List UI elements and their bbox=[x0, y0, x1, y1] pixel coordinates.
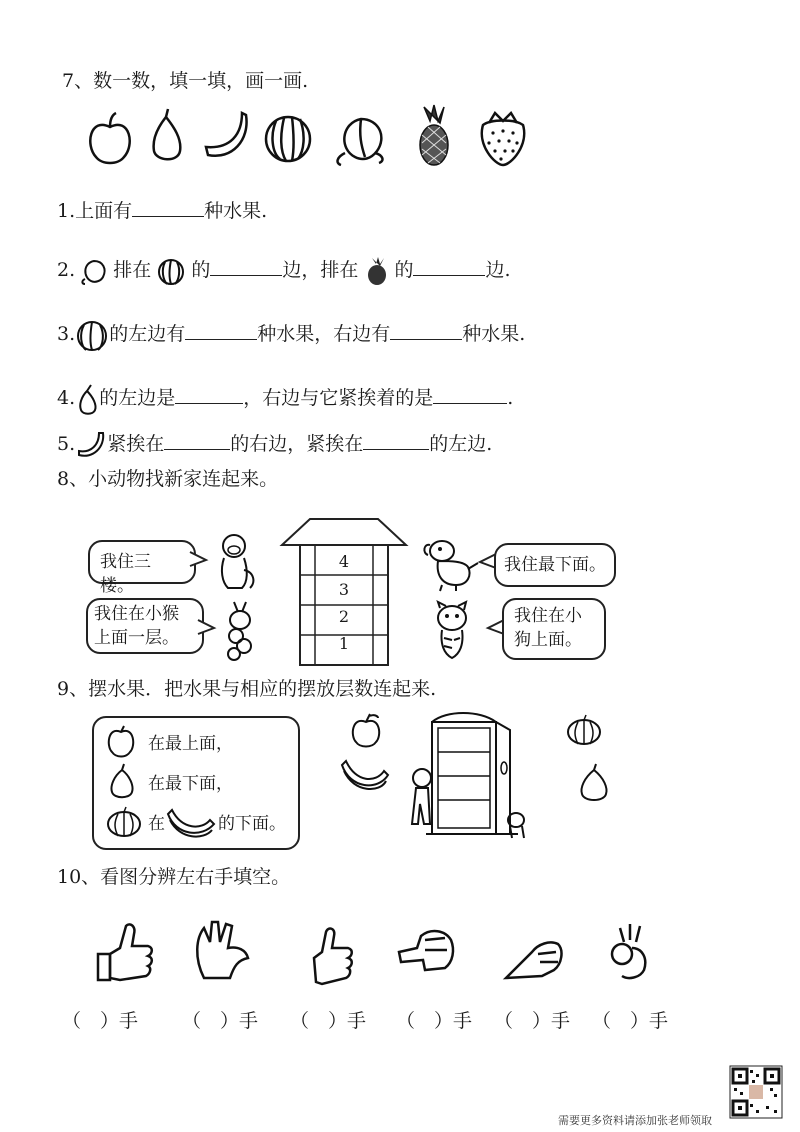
q7-line2-d: 的 bbox=[394, 259, 414, 281]
hand-answer-2[interactable]: （ ）手 bbox=[182, 1010, 259, 1032]
bubble-tail bbox=[190, 550, 210, 570]
footer-text: 需要更多资料请添加张老师领取 bbox=[558, 1114, 712, 1127]
answer-blank[interactable] bbox=[132, 198, 204, 217]
monkey-icon bbox=[208, 530, 260, 592]
answer-blank[interactable] bbox=[363, 431, 429, 450]
watermelon-icon bbox=[75, 318, 109, 352]
qr-code-icon bbox=[730, 1066, 782, 1118]
answer-blank[interactable] bbox=[185, 321, 257, 340]
answer-blank[interactable] bbox=[210, 257, 282, 276]
caterpillar-icon bbox=[216, 598, 266, 662]
q7-line1 bbox=[57, 198, 267, 221]
speech-bubble-worm bbox=[86, 598, 204, 654]
pineapple-icon bbox=[364, 256, 388, 286]
speech-bubble-monkey bbox=[88, 540, 196, 596]
bubble-text: 我住最下面。 bbox=[504, 555, 606, 575]
hand-answer-3[interactable]: （ ）手 bbox=[290, 1010, 367, 1032]
answer-blank[interactable] bbox=[175, 385, 243, 404]
peach-icon bbox=[338, 119, 383, 165]
q7-line4 bbox=[57, 383, 513, 415]
q7-line3-a: 的左边有 bbox=[109, 323, 186, 345]
strawberry-icon bbox=[482, 113, 524, 165]
hand-answer-6[interactable]: （ ）手 bbox=[592, 1010, 669, 1032]
open-palm-hand-icon bbox=[197, 922, 248, 978]
q10-answers bbox=[62, 1012, 702, 1038]
q7-line2-num: 2. bbox=[57, 259, 76, 281]
floor-2-label: 2 bbox=[338, 607, 350, 626]
q9-clue1: 在最上面， bbox=[148, 734, 233, 754]
pear-icon bbox=[108, 762, 136, 800]
fist-pointing-hand-icon bbox=[399, 931, 453, 970]
bubble-line: 我住在小猴 bbox=[94, 604, 179, 624]
q7-line2-b: 的 bbox=[191, 259, 211, 281]
q7-line5 bbox=[57, 431, 492, 459]
bubble-line: 上面一层。 bbox=[94, 628, 179, 648]
q7-line2 bbox=[57, 256, 511, 286]
q7-line1-suffix: 种水果. bbox=[204, 200, 268, 222]
answer-blank[interactable] bbox=[433, 385, 507, 404]
floor-3-label: 3 bbox=[338, 580, 350, 599]
answer-blank[interactable] bbox=[413, 257, 485, 276]
house-roof bbox=[282, 519, 406, 545]
q9-clue3-a: 在 bbox=[148, 814, 165, 834]
watermelon-icon bbox=[266, 117, 310, 161]
pumpkin-icon bbox=[566, 714, 602, 746]
thumbs-up-hand-icon bbox=[98, 924, 152, 980]
apple-icon bbox=[348, 712, 384, 748]
apple-icon bbox=[104, 724, 138, 758]
fruit-cabinet bbox=[406, 708, 534, 853]
apple-icon bbox=[90, 113, 129, 163]
pineapple-icon bbox=[420, 105, 448, 165]
q10-title: 10、看图分辨左右手填空。 bbox=[57, 866, 291, 888]
q7-line4-a: 的左边是 bbox=[99, 387, 176, 409]
pear-icon bbox=[154, 109, 181, 159]
q7-line4-b: ，右边与它紧挨着的是 bbox=[243, 387, 434, 409]
q7-line1-text: 1.上面有 bbox=[57, 200, 133, 222]
speech-bubble-dog bbox=[494, 543, 616, 587]
banana-icon bbox=[206, 113, 247, 156]
speech-bubble-tiger bbox=[502, 598, 606, 660]
q7-line2-c: 边，排在 bbox=[282, 259, 359, 281]
bubble-line: 我住在小 bbox=[514, 606, 582, 626]
banana-icon bbox=[77, 431, 107, 459]
q7-line5-num: 5. bbox=[57, 433, 76, 455]
thumbs-up-hand-icon bbox=[314, 929, 352, 984]
q7-line5-c: 的左边. bbox=[429, 433, 493, 455]
bubble-text: 我住三楼。 bbox=[100, 552, 151, 596]
q7-line3 bbox=[57, 318, 525, 352]
ok-hand-icon bbox=[612, 924, 645, 978]
q7-line3-num: 3. bbox=[57, 323, 76, 345]
peach-icon bbox=[81, 257, 107, 285]
hand-answer-5[interactable]: （ ）手 bbox=[494, 1010, 571, 1032]
q9-title: 9、摆水果．把水果与相应的摆放层数连起来. bbox=[57, 678, 437, 700]
q7-line5-b: 的右边，紧挨在 bbox=[230, 433, 364, 455]
q8-title: 8、小动物找新家连起来。 bbox=[57, 468, 279, 490]
answer-blank[interactable] bbox=[164, 431, 230, 450]
hand-answer-1[interactable]: （ ）手 bbox=[62, 1010, 139, 1032]
q9-clue3-b: 的下面。 bbox=[218, 814, 286, 834]
pear-icon bbox=[578, 762, 610, 804]
banana-icon bbox=[166, 806, 216, 840]
q7-line2-a: 排在 bbox=[113, 259, 152, 281]
watermelon-icon bbox=[157, 256, 185, 286]
q7-line2-e: 边. bbox=[485, 259, 511, 281]
q7-line4-num: 4. bbox=[57, 387, 76, 409]
bubble-text bbox=[504, 600, 604, 656]
pear-icon bbox=[77, 383, 99, 415]
q7-line3-b: 种水果，右边有 bbox=[257, 323, 391, 345]
bubble-tail bbox=[198, 618, 218, 638]
answer-blank[interactable] bbox=[390, 321, 462, 340]
bubble-text bbox=[88, 600, 202, 652]
banana-icon bbox=[340, 755, 390, 795]
q7-line4-c: . bbox=[507, 387, 514, 409]
pumpkin-icon bbox=[106, 806, 142, 838]
q7-title: 7、数一数，填一填，画一画. bbox=[62, 70, 309, 92]
hands-row bbox=[90, 918, 690, 990]
floor-4-label: 4 bbox=[338, 552, 350, 571]
q7-line5-a: 紧挨在 bbox=[107, 433, 165, 455]
floor-1-label: 1 bbox=[338, 634, 350, 653]
fruit-row bbox=[80, 105, 540, 167]
tiger-icon bbox=[428, 600, 482, 662]
q7-line3-c: 种水果. bbox=[462, 323, 526, 345]
hand-answer-4[interactable]: （ ）手 bbox=[396, 1010, 473, 1032]
dog-icon bbox=[420, 535, 480, 593]
pointing-hand-icon bbox=[506, 942, 561, 978]
bubble-line: 狗上面。 bbox=[514, 630, 582, 650]
q9-clue2: 在最下面， bbox=[148, 774, 233, 794]
